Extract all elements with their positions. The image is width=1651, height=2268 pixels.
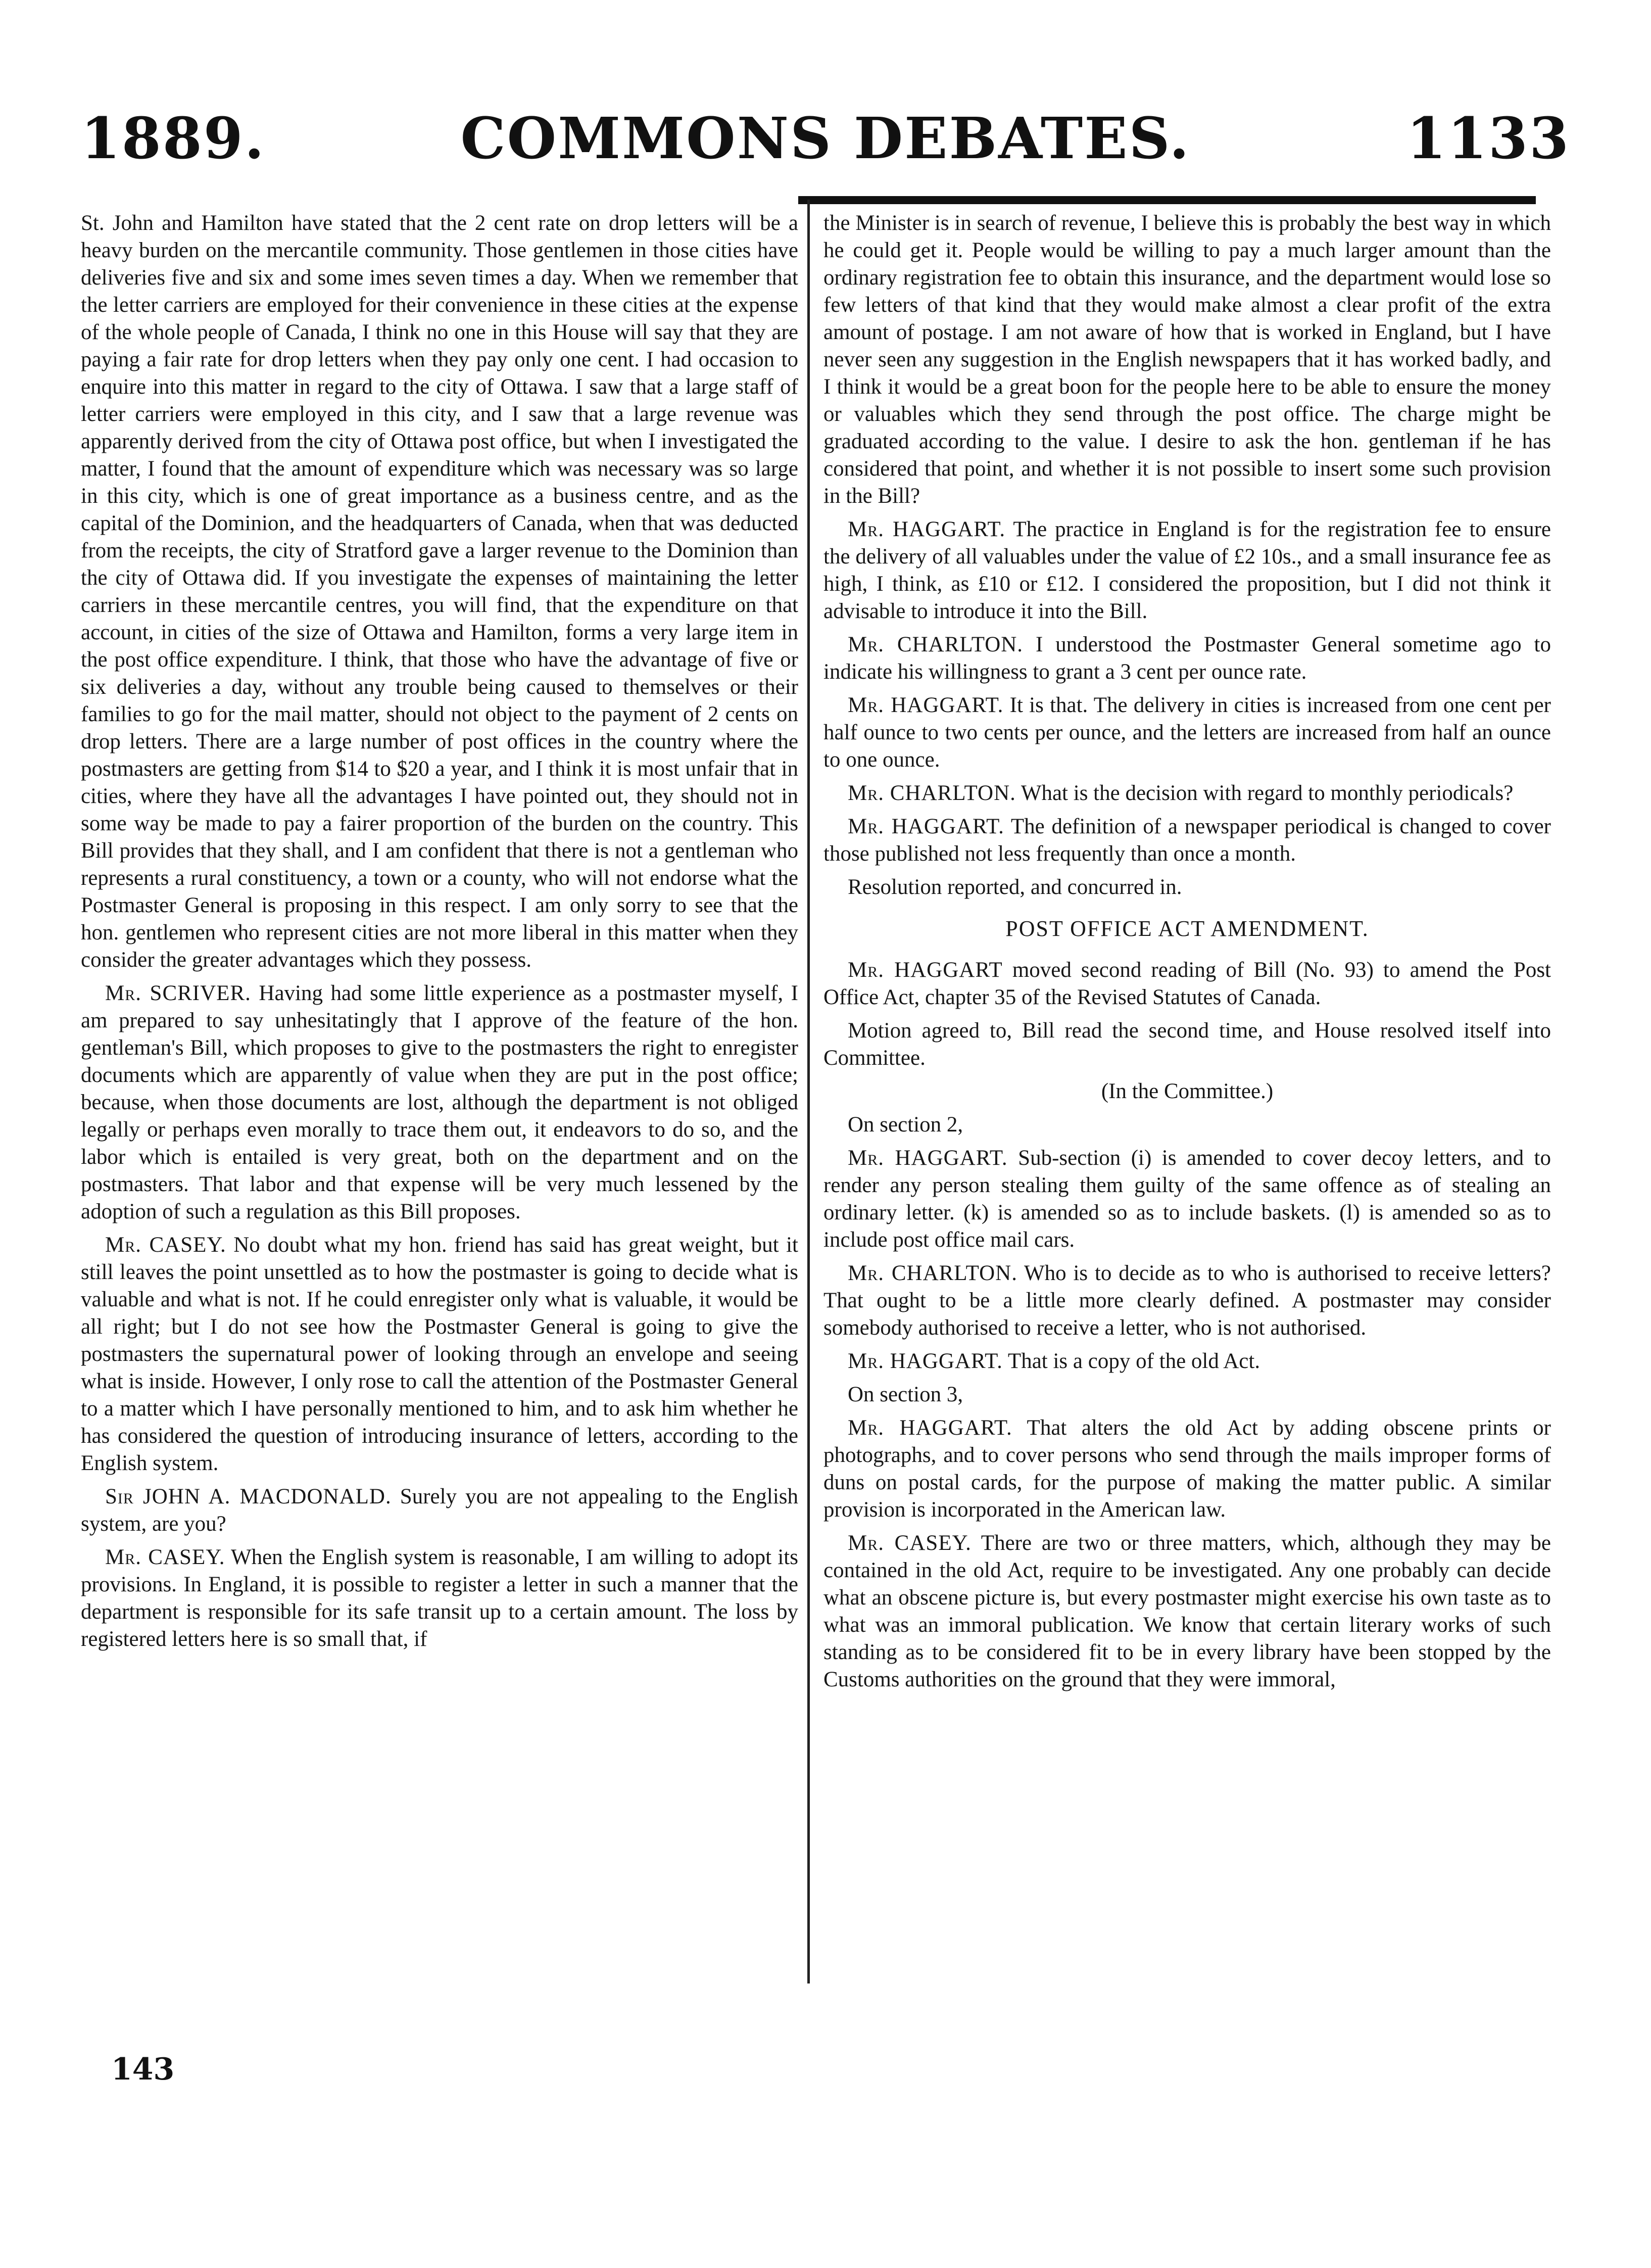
paragraph bbox=[823, 957, 1551, 1011]
speech-text: Who is to decide as to who is authorised to receive letters? That ought to be a little more clearly defined. A postmaster may consider somebody authorised to receive a letter, who is not authorised. bbox=[823, 1261, 1551, 1340]
speaker-name: Mr. HAGGART. bbox=[848, 1416, 1012, 1440]
speech-text: It is that. The delivery in cities is increased from one cent per half ounce to two cents per ounce, and the letters are increased from half an ounce to one ounce. bbox=[823, 693, 1551, 772]
speech-text: The definition of a newspaper periodical is changed to cover those published not less frequently than once a month. bbox=[823, 815, 1551, 866]
speech-text: That alters the old Act by adding obscene prints or photographs, and to cover persons who send through the mails improper forms of duns on postal cards, for the purpose of making the matter public. A similar provision is incorporated in the American law. bbox=[823, 1416, 1551, 1522]
speaker-name: Mr. CHARLTON. bbox=[848, 1261, 1017, 1285]
speaker-name: Mr. HAGGART. bbox=[848, 1146, 1008, 1170]
speech-text: Sub-section (i) is amended to cover decoy letters, and to render any person stealing them guilty of the same offence as of stealing an ordinary letter. (k) is amended so as to include baskets. (l) is amended so as to include post office mail cars. bbox=[823, 1146, 1551, 1252]
speech-text: Surely you are not appealing to the English system, are you? bbox=[81, 1485, 798, 1536]
speech-text: No doubt what my hon. friend has said has great weight, but it still leaves the point unsettled as to how the postmaster is going to decide what is valuable and what is not. If he could enregister only what is valuable, it would be all right; but I do not see how the Postmaster General is going to give the postmasters the supernatural power of looking through an envelope and seeing what is inside. However, I only rose to call the attention of the Postmaster General to a matter which I have personally mentioned to him, and to ask him whether he has considered the question of introducing insurance of letters, according to the English system. bbox=[81, 1233, 799, 1475]
paragraph bbox=[823, 780, 1551, 807]
paragraph: St. John and Hamilton have stated that the 2 cent rate on drop letters will be a heavy burden on the mercantile community. Those gentlemen in those cities have deliveries five and six and some imes seven times a day. When we remember that the letter carriers are employed for their convenience in these cities at the expense of the whole people of Canada, I think no one in this House will say that they are paying a fair rate for drop letters when they pay only one cent. I had occasion to enquire into this matter in regard to the city of Ottawa. I saw that a large staff of letter carriers were employed in this city, and I saw that a large revenue was apparently derived from the city of Ottawa post office, but when I investigated the matter, I found that the amount of expenditure which was necessary was so large in this city, which is one of great importance as a business centre, and as the capital of the Dominion, and the headquarters of Canada, when that was deducted from the receipts, the city of Stratford gave a larger revenue to the Dominion than the city of Ottawa did. If you investigate the expenses of maintaining the letter carriers in these mercantile centres, you will find, that the expenditure on that account, in cities of the size of Ottawa and Hamilton, forms a very large item in the post office expenditure. I think, that those who have the advantage of five or six deliveries a day, without any trouble being caused to themselves or their families to go for the mail matter, should not object to the payment of 2 cents on drop letters. There are a large number of post offices in the country where the postmasters are getting from $14 to $20 a year, and I think it is most unfair that in cities, where they have all the advantages I have pointed out, they should not in some way be made to pay a fairer proportion of the burden on the country. This Bill provides that they shall, and I am confident that there is not a gentleman who represents a rural constituency, a town or a county, who will not endorse what the Postmaster General is proposing in this respect. I am only sorry to see that the hon. gentlemen who represent cities are not more liberal in this matter when they consider the greater advantages which they possess. bbox=[81, 211, 798, 972]
section-label: On section 3, bbox=[848, 1383, 963, 1406]
left-column bbox=[81, 210, 798, 1659]
speech-text: What is the decision with regard to monthly periodicals? bbox=[1021, 781, 1514, 805]
paragraph bbox=[823, 813, 1551, 868]
paragraph bbox=[823, 692, 1551, 774]
speaker-name: Mr. CASEY. bbox=[105, 1545, 225, 1569]
speaker-name: Mr. SCRIVER. bbox=[105, 981, 251, 1005]
paragraph bbox=[823, 1530, 1551, 1693]
speaker-name: Mr. CASEY. bbox=[848, 1531, 972, 1555]
paragraph bbox=[823, 1145, 1551, 1254]
speech-text: Having had some little experience as a postmaster myself, I am prepared to say unhesitatingly that I approve of the feature of the hon. gentleman's Bill, which proposes to give to the postmasters the right to enregister documents which are apparently of value when they are put in the post office; because, when those documents are lost, although the department is not obliged legally or perhaps even morally to trace them out, it endeavors to do so, and the labor which is entailed is very great, both on the department and on the postmasters. That labor and that expense will be very much lessened by the adoption of such a regulation as this Bill proposes. bbox=[81, 981, 798, 1223]
speaker-name: Mr. HAGGART. bbox=[848, 517, 1006, 541]
committee-note: (In the Committee.) bbox=[1101, 1079, 1274, 1103]
section-heading: POST OFFICE ACT AMENDMENT. bbox=[1005, 916, 1369, 941]
speaker-name: Mr. HAGGART. bbox=[848, 815, 1004, 838]
speaker-name: Sir JOHN A. MACDONALD. bbox=[105, 1485, 392, 1508]
paragraph bbox=[823, 1260, 1551, 1342]
speech-text: moved second reading of Bill (No. 93) to amend the Post Office Act, chapter 35 of the Revised Statutes of Canada. bbox=[823, 958, 1551, 1009]
paragraph bbox=[823, 1414, 1551, 1524]
speaker-name: Mr. HAGGART. bbox=[848, 693, 1004, 717]
paragraph: the Minister is in search of revenue, I believe this is probably the best way in which he could get it. People would be willing to pay a much larger amount than the ordinary registration fee to obtain this insurance, and the department would lose so few letters of that kind that they would make almost a clear profit of the extra amount of postage. I am not aware of how that is worked in England, but I have never seen any suggestion in the English newspapers that it has worked badly, and I think it would be a great boon for the people here to be able to ensure the money or valuables which they send through the post office. The charge might be graduated according to the value. I desire to ask the hon. gentleman if he has considered that point, and whether it is not possible to insert some such provision in the Bill? bbox=[823, 211, 1551, 508]
paragraph bbox=[81, 1483, 798, 1538]
speech-text: I understood the Postmaster General sometime ago to indicate his willingness to grant a 3 cent per ounce rate. bbox=[823, 633, 1551, 684]
paragraph bbox=[823, 631, 1551, 686]
header-rule bbox=[798, 196, 1536, 204]
paragraph bbox=[81, 980, 798, 1225]
column-divider bbox=[807, 200, 810, 1983]
paragraph: Resolution reported, and concurred in. bbox=[848, 875, 1182, 899]
speech-text: When the English system is reasonable, I am willing to adopt its provisions. In England, it is possible to register a letter in such a manner that the department is responsible for its safe transit up to a certain amount. The loss by registered letters here is so small that, if bbox=[81, 1545, 798, 1651]
speech-text: The practice in England is for the registration fee to ensure the delivery of all valuables under the value of £2 10s., and a small insurance fee as high, I think, as £10 or £12. I considered the proposition, but I did not think it advisable to introduce it into the Bill. bbox=[823, 517, 1551, 623]
speaker-name: Mr. HAGGART. bbox=[848, 1349, 1003, 1373]
paragraph: Motion agreed to, Bill read the second time, and House resolved itself into Committee. bbox=[823, 1019, 1551, 1070]
page-number: 1133 bbox=[1406, 106, 1570, 172]
speaker-name: Mr. CHARLTON. bbox=[848, 781, 1016, 805]
paragraph bbox=[81, 1232, 798, 1477]
speaker-name: Mr. HAGGART bbox=[848, 958, 1003, 982]
speaker-name: Mr. CASEY. bbox=[105, 1233, 226, 1257]
paragraph bbox=[81, 1544, 798, 1653]
header-year: 1889. bbox=[81, 106, 266, 172]
signature-number: 143 bbox=[111, 2052, 175, 2087]
speaker-name: Mr. CHARLTON. bbox=[848, 633, 1024, 656]
paragraph bbox=[823, 1348, 1551, 1375]
speech-text: That is a copy of the old Act. bbox=[1007, 1349, 1260, 1373]
right-column bbox=[823, 210, 1551, 1699]
page-title: COMMONS DEBATES. bbox=[460, 106, 1191, 172]
section-label: On section 2, bbox=[848, 1113, 963, 1137]
speech-text: There are two or three matters, which, although they may be contained in the old Act, require to be investigated. Any one probably can decide what an obscene picture is, but every postmaster might exercise his own taste as to what was an immoral publication. We know that certain literary works of such standing as to be considered fit to be in every library have been stopped by the Customs authorities on the ground that they were immoral, bbox=[823, 1531, 1551, 1691]
paragraph bbox=[823, 516, 1551, 625]
